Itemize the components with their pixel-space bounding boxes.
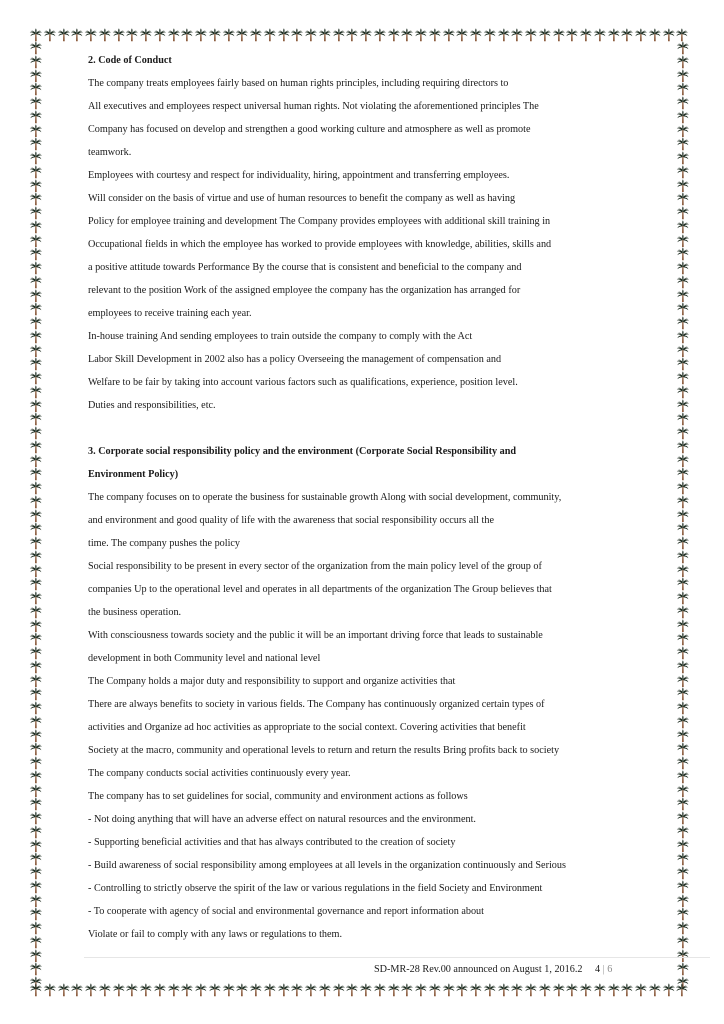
palm-tree-icon [676,550,690,564]
section-csr-environment [88,440,648,946]
body-line: Social responsibility to be present in every sector of the organization from the main policy level of the group of [88,561,542,572]
palm-tree-icon [620,28,634,42]
body-line: Violate or fail to comply with any laws or regulations to them. [88,929,343,940]
palm-tree-icon [676,454,690,468]
palm-tree-icon [29,962,43,976]
palm-tree-icon [29,481,43,495]
palm-tree-icon [29,467,43,481]
palm-tree-icon [676,811,690,825]
document-reference: SD-MR-28 Rev.00 announced on August 1, 2016.2 [374,964,583,975]
palm-tree-icon [675,983,689,997]
palm-tree-icon [483,983,497,997]
list-item: - Controlling to strictly observe the spirit of the law or various regulations in the field Society and Environment [88,883,543,894]
palm-tree-icon [675,28,689,42]
palm-tree-icon [29,82,43,96]
palm-tree-icon [676,729,690,743]
palm-tree-icon [29,234,43,248]
palm-tree-icon [29,495,43,509]
palm-tree-icon [29,880,43,894]
palm-tree-icon [442,28,456,42]
palm-tree-icon [428,983,442,997]
palm-tree-icon [676,275,690,289]
palm-tree-icon [552,983,566,997]
palm-tree-icon [29,770,43,784]
page-border-right [676,41,690,990]
body-line: and environment and good quality of life with the awareness that social responsibility occurs all the [88,515,494,526]
palm-tree-icon [208,28,222,42]
palm-tree-icon [29,729,43,743]
palm-tree-icon [676,839,690,853]
palm-tree-icon [676,399,690,413]
palm-tree-icon [29,28,43,42]
palm-tree-icon [676,564,690,578]
palm-tree-icon [676,880,690,894]
palm-tree-icon [29,550,43,564]
body-line: In-house training And sending employees to train outside the company to comply with the Act [88,331,473,342]
body-line: The Company holds a major duty and responsibility to support and organize activities that [88,676,456,687]
palm-tree-icon [167,983,181,997]
page-body [88,49,648,946]
palm-tree-icon [345,28,359,42]
palm-tree-icon [607,983,621,997]
palm-tree-icon [29,866,43,880]
palm-tree-icon [676,495,690,509]
palm-tree-icon [345,983,359,997]
palm-tree-icon [648,28,662,42]
palm-tree-icon [29,220,43,234]
palm-tree-icon [29,591,43,605]
palm-tree-icon [676,687,690,701]
palm-tree-icon [222,28,236,42]
palm-tree-icon [676,330,690,344]
body-line: Policy for employee training and development The Company provides employees with additional skill training in [88,216,551,227]
palm-tree-icon [676,674,690,688]
palm-tree-icon [29,344,43,358]
palm-tree-icon [318,983,332,997]
body-line: Employees with courtesy and respect for individuality, hiring, appointment and transferring employees. [88,170,510,181]
palm-tree-icon [373,28,387,42]
palm-tree-icon [676,357,690,371]
body-line: activities and Organize ad hoc activities as appropriate to the social context. Covering activities that benefit [88,722,526,733]
palm-tree-icon [29,577,43,591]
palm-tree-icon [29,137,43,151]
palm-tree-icon [387,28,401,42]
palm-tree-icon [29,852,43,866]
palm-tree-icon [676,467,690,481]
palm-tree-icon [676,797,690,811]
palm-tree-icon [29,426,43,440]
palm-tree-icon [676,825,690,839]
palm-tree-icon [676,165,690,179]
palm-tree-icon [497,28,511,42]
section-heading-continued: Environment Policy) [88,469,179,480]
palm-tree-icon [263,983,277,997]
palm-tree-icon [620,983,634,997]
palm-tree-icon [29,261,43,275]
palm-tree-icon [676,124,690,138]
palm-tree-icon [29,522,43,536]
list-item: - Build awareness of social responsibility among employees at all levels in the organization continuously and Serious [88,860,566,871]
palm-tree-icon [180,28,194,42]
palm-tree-icon [455,28,469,42]
palm-tree-icon [29,825,43,839]
body-line: relevant to the position Work of the assigned employee the company has the organization has arranged for [88,285,521,296]
palm-tree-icon [112,983,126,997]
palm-tree-icon [29,192,43,206]
palm-tree-icon [676,69,690,83]
palm-tree-icon [277,983,291,997]
palm-tree-icon [98,28,112,42]
body-line: With consciousness towards society and the public it will be an important driving force that leads to sustainable [88,630,543,641]
body-line: Duties and responsibilities, etc. [88,400,216,411]
palm-tree-icon [29,784,43,798]
palm-tree-icon [387,983,401,997]
paragraph-spacer [88,417,648,440]
palm-tree-icon [29,660,43,674]
body-line: Society at the macro, community and operational levels to return and return the results Bring profits back to society [88,745,560,756]
palm-tree-icon [414,983,428,997]
palm-tree-icon [676,385,690,399]
palm-tree-icon [29,385,43,399]
palm-tree-icon [676,234,690,248]
palm-tree-icon [579,983,593,997]
palm-tree-icon [676,316,690,330]
palm-tree-icon [29,330,43,344]
palm-tree-icon [84,983,98,997]
body-line: The company has to set guidelines for social, community and environment actions as follows [88,791,468,802]
page-total: 6 [607,964,613,975]
palm-tree-icon [57,983,71,997]
palm-tree-icon [263,28,277,42]
palm-tree-icon [676,289,690,303]
page-border-left [29,41,43,990]
palm-tree-icon [290,28,304,42]
body-line: Company has focused on develop and strengthen a good working culture and atmosphere as well as promote [88,124,531,135]
palm-tree-icon [676,852,690,866]
palm-tree-icon [676,632,690,646]
palm-tree-icon [676,536,690,550]
body-line: a positive attitude towards Performance By the course that is consistent and beneficial to the company and [88,262,522,273]
palm-tree-icon [29,151,43,165]
body-line: Welfare to be fair by taking into account various factors such as qualifications, experience, position level. [88,377,518,388]
palm-tree-icon [29,715,43,729]
palm-tree-icon [29,907,43,921]
page-border-bottom [29,983,689,997]
palm-tree-icon [497,983,511,997]
palm-tree-icon [29,983,43,997]
palm-tree-icon [29,536,43,550]
palm-tree-icon [676,907,690,921]
palm-tree-icon [70,983,84,997]
palm-tree-icon [634,983,648,997]
palm-tree-icon [676,96,690,110]
palm-tree-icon [469,983,483,997]
palm-tree-icon [57,28,71,42]
palm-tree-icon [510,983,524,997]
page-number [595,964,612,975]
page-border-top [29,28,689,42]
body-line: employees to receive training each year. [88,308,252,319]
palm-tree-icon [552,28,566,42]
palm-tree-icon [676,481,690,495]
palm-tree-icon [332,983,346,997]
palm-tree-icon [29,894,43,908]
body-line: Labor Skill Development in 2002 also has a policy Overseeing the management of compensation and [88,354,502,365]
palm-tree-icon [676,894,690,908]
palm-tree-icon [400,983,414,997]
palm-tree-icon [676,220,690,234]
palm-tree-icon [676,412,690,426]
palm-tree-icon [29,605,43,619]
palm-tree-icon [249,983,263,997]
palm-tree-icon [593,983,607,997]
palm-tree-icon [676,701,690,715]
palm-tree-icon [676,344,690,358]
palm-tree-icon [29,302,43,316]
palm-tree-icon [510,28,524,42]
palm-tree-icon [524,983,538,997]
palm-tree-icon [455,983,469,997]
palm-tree-icon [112,28,126,42]
palm-tree-icon [29,96,43,110]
palm-tree-icon [676,192,690,206]
palm-tree-icon [662,28,676,42]
palm-tree-icon [676,756,690,770]
palm-tree-icon [442,983,456,997]
palm-tree-icon [29,564,43,578]
palm-tree-icon [304,983,318,997]
palm-tree-icon [524,28,538,42]
palm-tree-icon [318,28,332,42]
palm-tree-icon [29,69,43,83]
palm-tree-icon [98,983,112,997]
palm-tree-icon [359,28,373,42]
palm-tree-icon [29,839,43,853]
palm-tree-icon [29,316,43,330]
palm-tree-icon [29,509,43,523]
palm-tree-icon [607,28,621,42]
palm-tree-icon [676,41,690,55]
palm-tree-icon [235,28,249,42]
palm-tree-icon [29,165,43,179]
palm-tree-icon [676,605,690,619]
palm-tree-icon [29,275,43,289]
palm-tree-icon [235,983,249,997]
palm-tree-icon [29,371,43,385]
palm-tree-icon [194,28,208,42]
palm-tree-icon [593,28,607,42]
palm-tree-icon [29,289,43,303]
palm-tree-icon [676,82,690,96]
palm-tree-icon [400,28,414,42]
palm-tree-icon [676,261,690,275]
list-item: - Not doing anything that will have an adverse effect on natural resources and the environment. [88,814,476,825]
palm-tree-icon [29,124,43,138]
palm-tree-icon [676,440,690,454]
palm-tree-icon [676,591,690,605]
body-line: The company treats employees fairly based on human rights principles, including requiring directors to [88,78,509,89]
palm-tree-icon [304,28,318,42]
palm-tree-icon [676,949,690,963]
palm-tree-icon [676,646,690,660]
section-heading: 2. Code of Conduct [88,55,172,66]
palm-tree-icon [676,921,690,935]
palm-tree-icon [332,28,346,42]
palm-tree-icon [180,983,194,997]
palm-tree-icon [29,41,43,55]
palm-tree-icon [29,935,43,949]
palm-tree-icon [29,674,43,688]
palm-tree-icon [676,784,690,798]
palm-tree-icon [676,151,690,165]
palm-tree-icon [29,357,43,371]
palm-tree-icon [29,811,43,825]
palm-tree-icon [676,55,690,69]
palm-tree-icon [538,983,552,997]
palm-tree-icon [153,28,167,42]
palm-tree-icon [29,440,43,454]
palm-tree-icon [29,619,43,633]
palm-tree-icon [29,55,43,69]
palm-tree-icon [414,28,428,42]
palm-tree-icon [676,770,690,784]
footer-divider [84,957,710,958]
palm-tree-icon [428,28,442,42]
palm-tree-icon [676,866,690,880]
palm-tree-icon [676,660,690,674]
palm-tree-icon [29,412,43,426]
palm-tree-icon [84,28,98,42]
palm-tree-icon [167,28,181,42]
body-line: The company conducts social activities continuously every year. [88,768,351,779]
body-line: Will consider on the basis of virtue and use of human resources to benefit the company as well as having [88,193,516,204]
palm-tree-icon [29,756,43,770]
palm-tree-icon [29,632,43,646]
page-footer [374,964,612,975]
palm-tree-icon [29,399,43,413]
palm-tree-icon [70,28,84,42]
palm-tree-icon [579,28,593,42]
palm-tree-icon [277,28,291,42]
body-line: time. The company pushes the policy [88,538,241,549]
palm-tree-icon [676,509,690,523]
list-item: - To cooperate with agency of social and environmental governance and report information about [88,906,484,917]
palm-tree-icon [676,247,690,261]
list-item: - Supporting beneficial activities and that has always contributed to the creation of society [88,837,456,848]
palm-tree-icon [29,110,43,124]
body-line: The company focuses on to operate the business for sustainable growth Along with social development, community, [88,492,562,503]
palm-tree-icon [676,426,690,440]
palm-tree-icon [29,179,43,193]
section-code-of-conduct [88,49,648,417]
palm-tree-icon [222,983,236,997]
palm-tree-icon [676,935,690,949]
palm-tree-icon [676,206,690,220]
palm-tree-icon [29,797,43,811]
palm-tree-icon [648,983,662,997]
palm-tree-icon [29,206,43,220]
palm-tree-icon [469,28,483,42]
palm-tree-icon [565,983,579,997]
palm-tree-icon [125,28,139,42]
body-line: Occupational fields in which the employee has worked to provide employees with knowledge, abilities, skills and [88,239,552,250]
body-line: the business operation. [88,607,182,618]
palm-tree-icon [208,983,222,997]
palm-tree-icon [29,454,43,468]
palm-tree-icon [29,247,43,261]
palm-tree-icon [153,983,167,997]
palm-tree-icon [676,302,690,316]
palm-tree-icon [676,715,690,729]
palm-tree-icon [662,983,676,997]
palm-tree-icon [194,983,208,997]
body-line: companies Up to the operational level and operates in all departments of the organization The Group believes that [88,584,552,595]
palm-tree-icon [139,983,153,997]
palm-tree-icon [29,949,43,963]
palm-tree-icon [676,522,690,536]
body-line: teamwork. [88,147,132,158]
palm-tree-icon [125,983,139,997]
palm-tree-icon [676,742,690,756]
palm-tree-icon [373,983,387,997]
palm-tree-icon [249,28,263,42]
palm-tree-icon [565,28,579,42]
palm-tree-icon [29,742,43,756]
page-current: 4 [595,964,601,975]
palm-tree-icon [676,137,690,151]
page-separator: | [602,964,605,975]
palm-tree-icon [676,962,690,976]
palm-tree-icon [29,921,43,935]
palm-tree-icon [43,983,57,997]
palm-tree-icon [676,619,690,633]
palm-tree-icon [676,577,690,591]
palm-tree-icon [29,687,43,701]
palm-tree-icon [290,983,304,997]
body-line: All executives and employees respect universal human rights. Not violating the aforementioned principles The [88,101,539,112]
palm-tree-icon [29,646,43,660]
palm-tree-icon [29,701,43,715]
palm-tree-icon [359,983,373,997]
body-line: development in both Community level and national level [88,653,321,664]
palm-tree-icon [43,28,57,42]
body-line: There are always benefits to society in various fields. The Company has continuously organized certain types of [88,699,545,710]
palm-tree-icon [139,28,153,42]
palm-tree-icon [676,371,690,385]
section-heading: 3. Corporate social responsibility policy and the environment (Corporate Social Responsibility and [88,446,517,457]
palm-tree-icon [676,110,690,124]
palm-tree-icon [634,28,648,42]
palm-tree-icon [676,179,690,193]
palm-tree-icon [483,28,497,42]
palm-tree-icon [538,28,552,42]
